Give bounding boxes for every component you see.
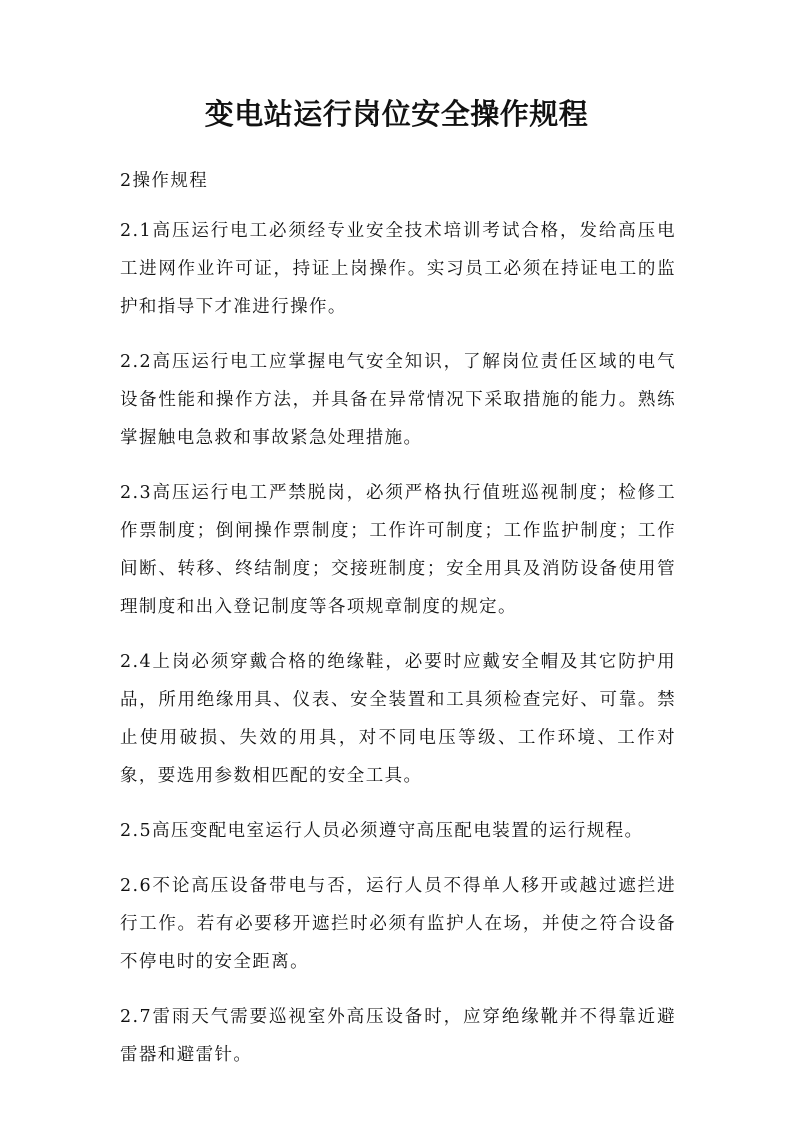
- paragraph-2-1: 2.1高压运行电工必须经专业安全技术培训考试合格，发给高压电工进网作业许可证，持证上岗操作。实习员工必须在持证电工的监护和指导下才准进行操作。: [120, 221, 676, 317]
- section-heading: 2操作规程: [120, 171, 209, 191]
- document-title: 变电站运行岗位安全操作规程: [204, 97, 589, 131]
- paragraph-2-3: 2.3高压运行电工严禁脱岗，必须严格执行值班巡视制度；检修工作票制度；倒闸操作票制度；工作许可制度；工作监护制度；工作间断、转移、终结制度；交接班制度；安全用具及消防设备使用管理制度和出入登记制度等各项规章制度的规定。: [120, 483, 676, 617]
- document-body: [120, 162, 676, 1091]
- paragraph-2-4: 2.4上岗必须穿戴合格的绝缘鞋，必要时应戴安全帽及其它防护用品，所用绝缘用具、仪表、安全装置和工具须检查完好、可靠。禁止使用破损、失效的用具，对不同电压等级、工作环境、工作对象，要选用参数相匹配的安全工具。: [120, 652, 676, 786]
- paragraph-2-5: 2.5高压变配电室运行人员必须遵守高压配电装置的运行规程。: [120, 821, 644, 841]
- paragraph-2-7: 2.7雷雨天气需要巡视室外高压设备时，应穿绝缘靴并不得靠近避雷器和避雷针。: [120, 1007, 676, 1065]
- paragraph-2-2: 2.2高压运行电工应掌握电气安全知识，了解岗位责任区域的电气设备性能和操作方法，并具备在异常情况下采取措施的能力。熟练掌握触电急救和事故紧急处理措施。: [120, 352, 676, 448]
- paragraph-2-6: 2.6不论高压设备带电与否，运行人员不得单人移开或越过遮拦进行工作。若有必要移开遮拦时必须有监护人在场，并使之符合设备不停电时的安全距离。: [120, 876, 676, 972]
